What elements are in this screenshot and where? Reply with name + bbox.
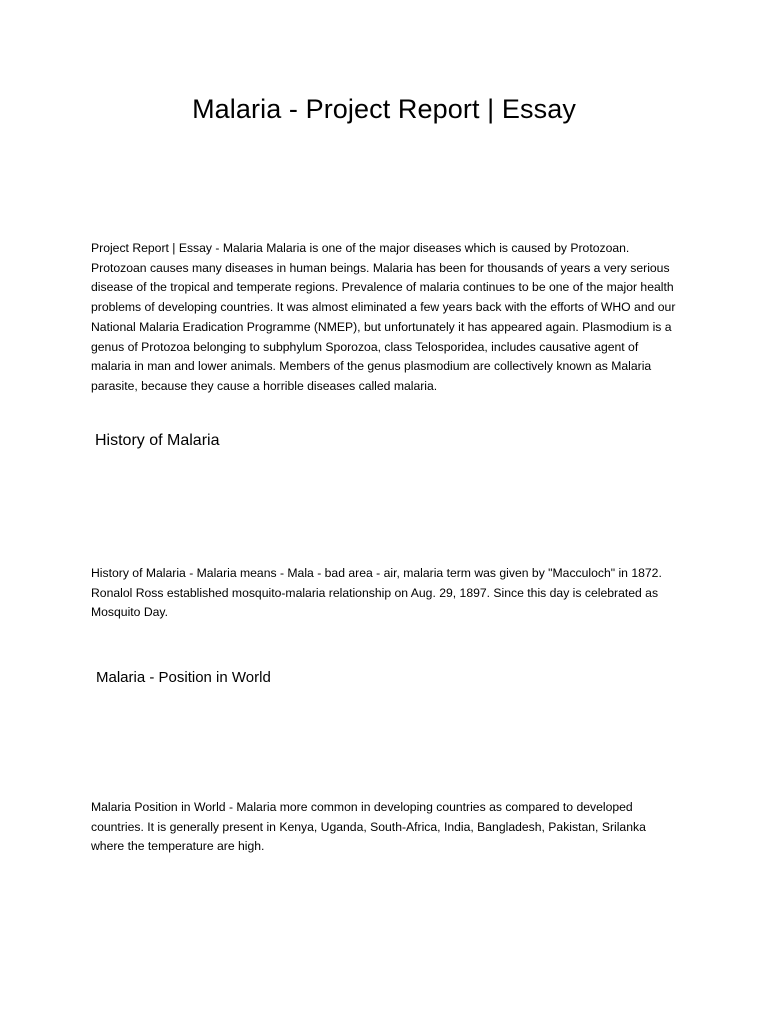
history-paragraph: History of Malaria - Malaria means - Mala - bad area - air, malaria term was given by "Macculoch" in 1872. Ronalol Ross established mosquito-malaria relationship on Aug. 29, 1897. Since this day is celebrated as Mosquito Day. — [91, 566, 662, 620]
intro-paragraph: Project Report | Essay - Malaria Malaria is one of the major diseases which is caused by Protozoan. Protozoan causes many diseases in human beings. Malaria has been for thousands of years a very serious disease of the tropical and temperate regions. Prevalence of malaria continues to be one of the major health problems of developing countries. It was almost eliminated a few years back with the efforts of WHO and our National Malaria Eradication Programme (NMEP), but unfortunately it has appeared again. Plasmodium is a genus of Protozoa belonging to subphylum Sporozoa, class Telosporidea, includes causative agent of malaria in man and lower animals. Members of the genus plasmodium are collectively known as Malaria parasite, because they cause a horrible diseases called malaria. — [91, 241, 676, 393]
document-title: Malaria - Project Report | Essay — [192, 94, 576, 124]
position-paragraph: Malaria Position in World - Malaria more common in developing countries as compared to developed countries. It is generally present in Kenya, Uganda, South-Africa, India, Bangladesh, Pakistan, Srilanka where the temperature are high. — [91, 800, 646, 854]
history-heading: History of Malaria — [95, 432, 220, 449]
position-heading: Malaria - Position in World — [96, 669, 271, 686]
